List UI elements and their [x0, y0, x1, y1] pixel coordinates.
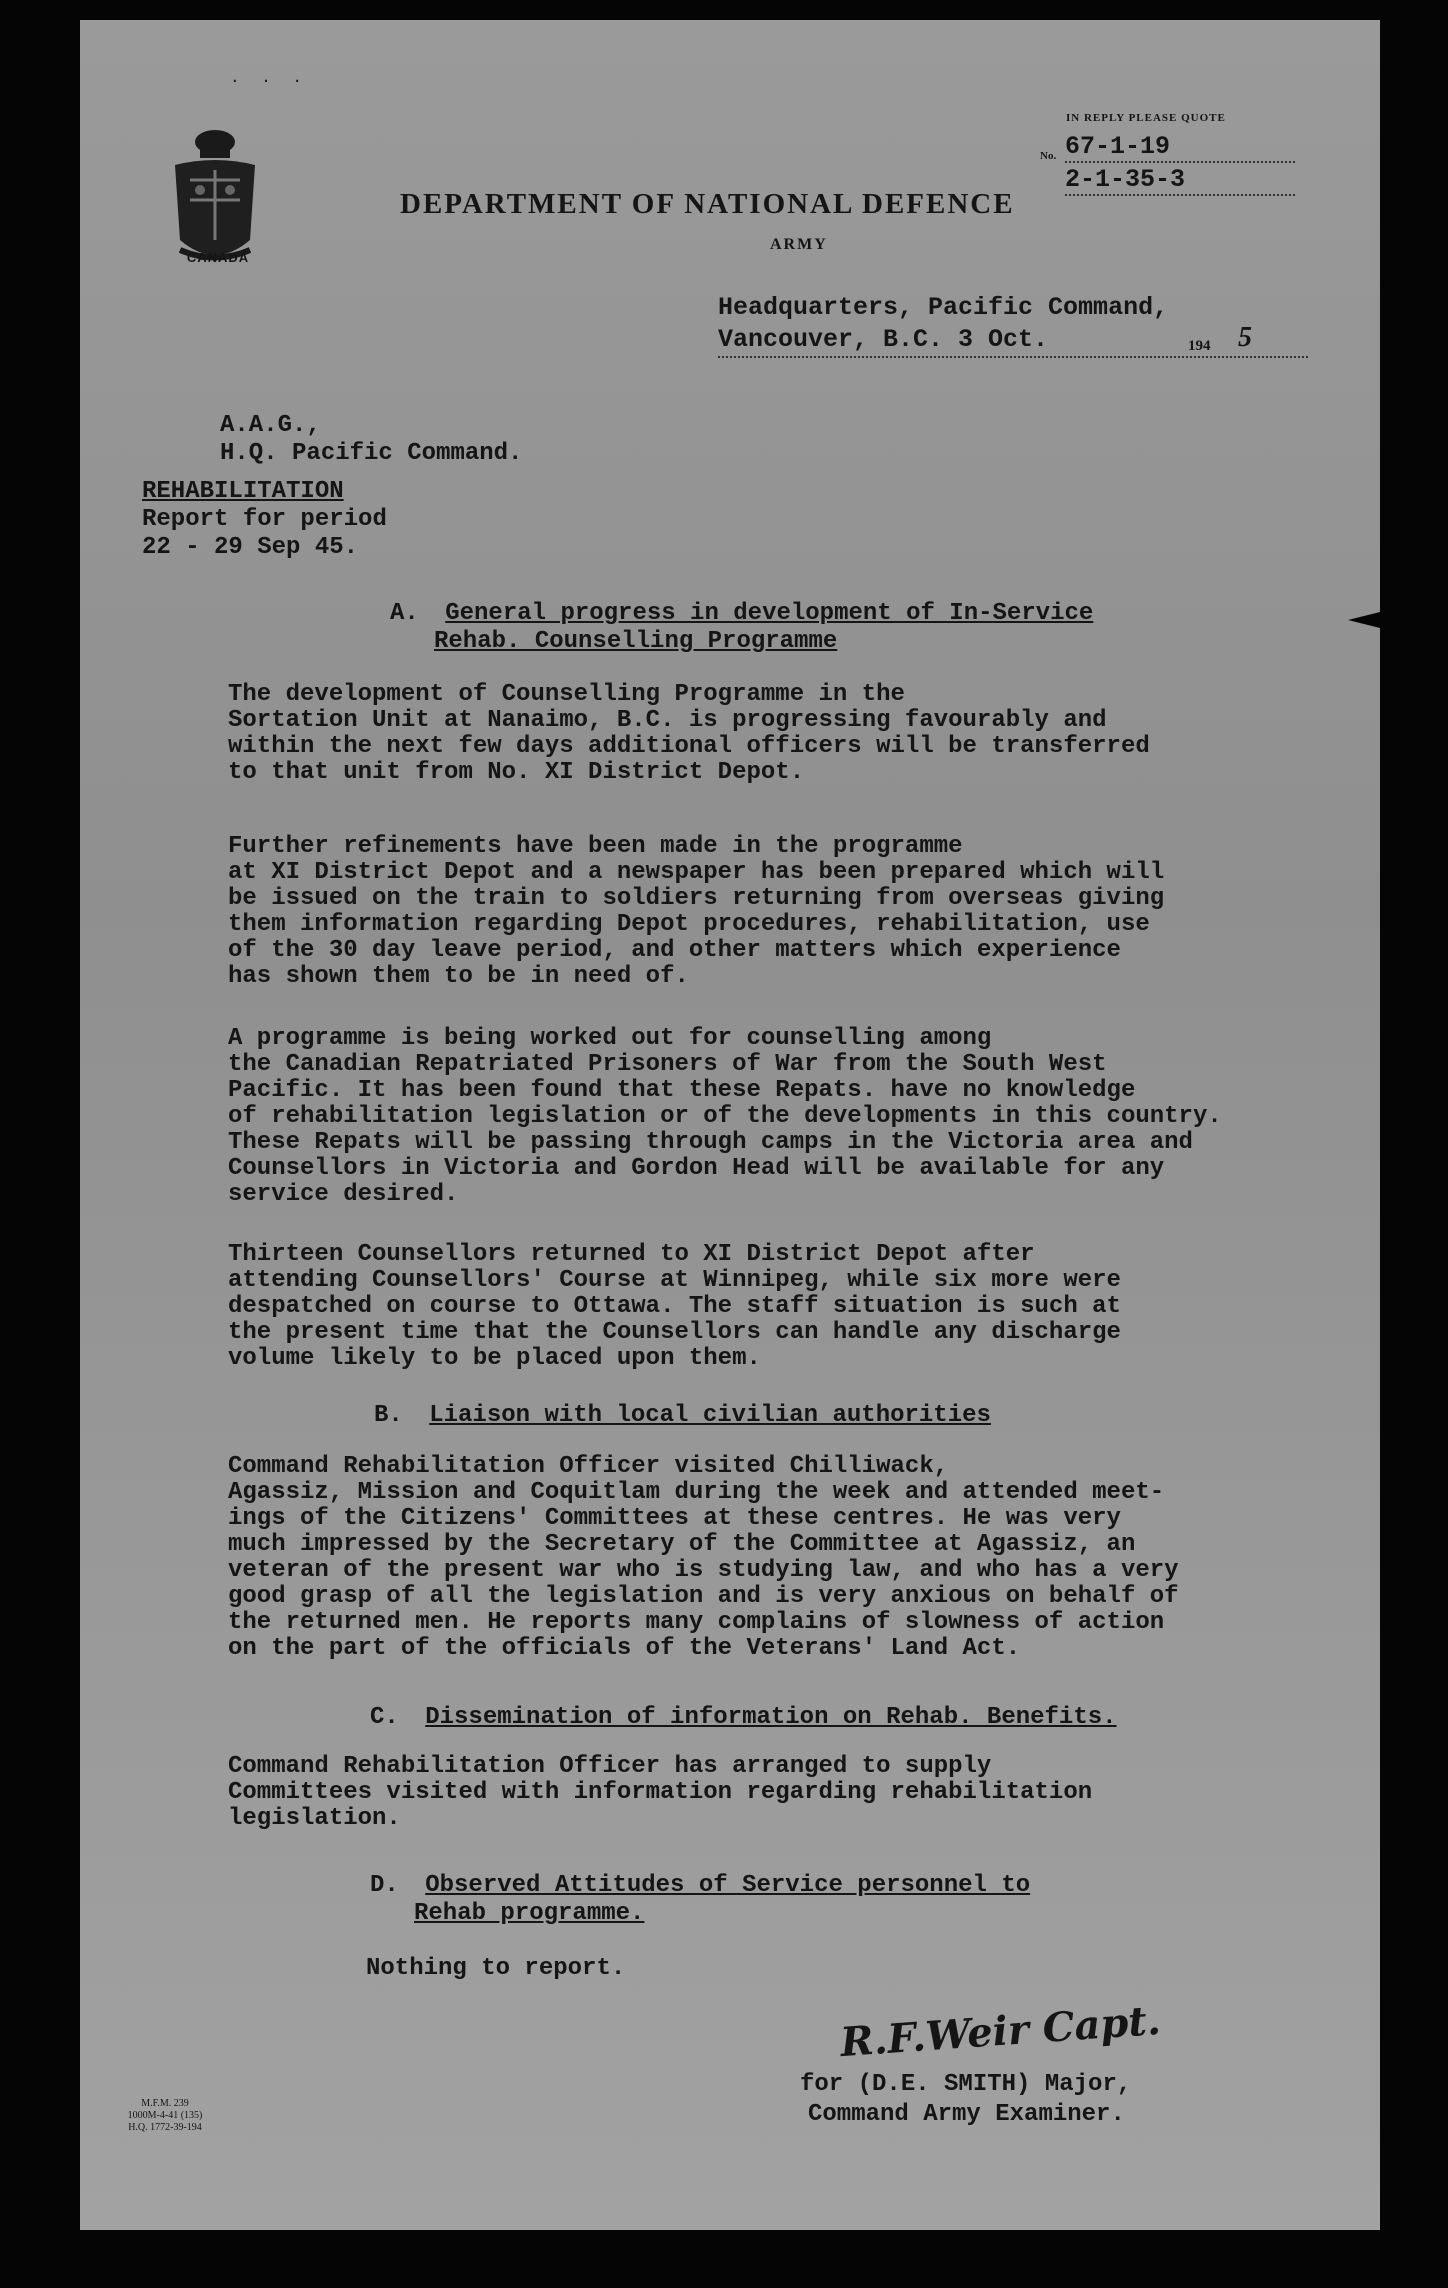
corner-marks: · · ·	[230, 72, 309, 90]
signature-block	[800, 2070, 1131, 2130]
form-code-line-1: M.F.M. 239	[141, 2098, 189, 2109]
section-d-paragraph-1: Nothing to report.	[366, 1955, 626, 1982]
subject-line-3: 22 - 29 Sep 45.	[142, 534, 359, 561]
section-d-heading	[370, 1872, 1030, 1928]
addressee-line-1: A.A.G.,	[220, 412, 321, 439]
section-b-letter: B.	[374, 1402, 403, 1429]
reply-label: IN REPLY PLEASE QUOTE	[1066, 112, 1226, 124]
form-code	[120, 2098, 210, 2134]
section-b-paragraph-1: Command Rehabilitation Officer visited Chilliwack, Agassiz, Mission and Coquitlam during the week and attended meet- ings of the Citizens' Committees at these centres. He was very much impressed by the Secretary of the Committee at Agassiz, an veteran of the present war who is studying law, and who has a very good grasp of all the legislation and is very anxious on behalf of the returned men. He reports many complains of slowness of action on the part of the officials of the Veterans' Land Act.	[228, 1453, 1179, 1662]
section-d-title-1: Observed Attitudes of Service personnel to	[425, 1872, 1031, 1899]
section-b-heading	[374, 1402, 991, 1430]
section-a-title-1: General progress in development of In-Service	[445, 600, 1094, 627]
date-line	[718, 324, 1308, 358]
addressee-line-2: H.Q. Pacific Command.	[220, 440, 523, 467]
letter-page	[80, 20, 1380, 2230]
section-b-title: Liaison with local civilian authorities	[429, 1402, 991, 1429]
section-a-paragraph-1: The development of Counselling Programme in the Sortation Unit at Nanaimo, B.C. is progressing favourably and within the next few days additional officers will be transferred to that unit from No. XI District Depot.	[228, 681, 1150, 786]
form-code-line-2: 1000M-4-41 (135)	[127, 2110, 203, 2121]
branch-title: ARMY	[770, 236, 828, 253]
section-c-paragraph-1: Command Rehabilitation Officer has arranged to supply Committees visited with information regarding rehabilitation legislation.	[228, 1753, 1093, 1832]
section-d-letter: D.	[370, 1872, 399, 1899]
subject-line-2: Report for period	[142, 506, 387, 533]
reply-number-prefix: No.	[1040, 150, 1057, 162]
signature-line-1: for (D.E. SMITH) Major,	[800, 2071, 1132, 2098]
section-a-paragraph-3: A programme is being worked out for counselling among the Canadian Repatriated Prisoners of War from the South West Pacific. It has been found that these Repats. have no knowledge of rehabilitation legislation or of the developments in this country. These Repats will be passing through camps in the Victoria area and Counsellors in Victoria and Gordon Head will be available for any service desired.	[228, 1025, 1222, 1208]
file-number-1: 67-1-19	[1065, 132, 1295, 163]
subject	[142, 478, 387, 562]
section-a-letter: A.	[390, 600, 419, 627]
hq-line-2: Vancouver, B.C. 3 Oct.	[718, 325, 1049, 354]
section-c-heading	[370, 1704, 1117, 1732]
section-a-paragraph-2: Further refinements have been made in the programme at XI District Depot and a newspaper has been prepared which will be issued on the train to soldiers returning from overseas giving them information regarding Depot procedures, rehabilitation, use of the 30 day leave period, and other matters which experience has shown them to be in need of.	[228, 833, 1165, 990]
section-c-letter: C.	[370, 1704, 399, 1731]
hq-line-1: Headquarters, Pacific Command,	[718, 293, 1169, 322]
crest-label: CANADA	[186, 250, 250, 265]
form-code-line-3: H.Q. 1772-39-194	[128, 2122, 202, 2133]
section-a-title-2: Rehab. Counselling Programme	[434, 628, 838, 655]
signature-line-2: Command Army Examiner.	[808, 2101, 1125, 2128]
subject-title: REHABILITATION	[142, 478, 344, 505]
section-a-paragraph-4: Thirteen Counsellors returned to XI District Depot after attending Counsellors' Course at Winnipeg, while six more were despatched on course to Ottawa. The staff situation is such at the present time that the Counsellors can handle any discharge volume likely to be placed upon them.	[228, 1241, 1121, 1372]
section-c-title: Dissemination of information on Rehab. Benefits.	[425, 1704, 1117, 1731]
section-d-title-2: Rehab programme.	[414, 1900, 645, 1927]
handwritten-signature: R.F.Weir Capt.	[838, 1996, 1163, 2067]
year-prefix: 194	[1188, 338, 1211, 354]
section-a-heading	[390, 600, 1093, 656]
year-suffix: 5	[1238, 322, 1252, 353]
department-title: DEPARTMENT OF NATIONAL DEFENCE	[400, 188, 1015, 220]
file-number-2: 2-1-35-3	[1065, 165, 1295, 196]
binding-tab-mark	[1348, 610, 1388, 630]
addressee	[220, 412, 522, 468]
